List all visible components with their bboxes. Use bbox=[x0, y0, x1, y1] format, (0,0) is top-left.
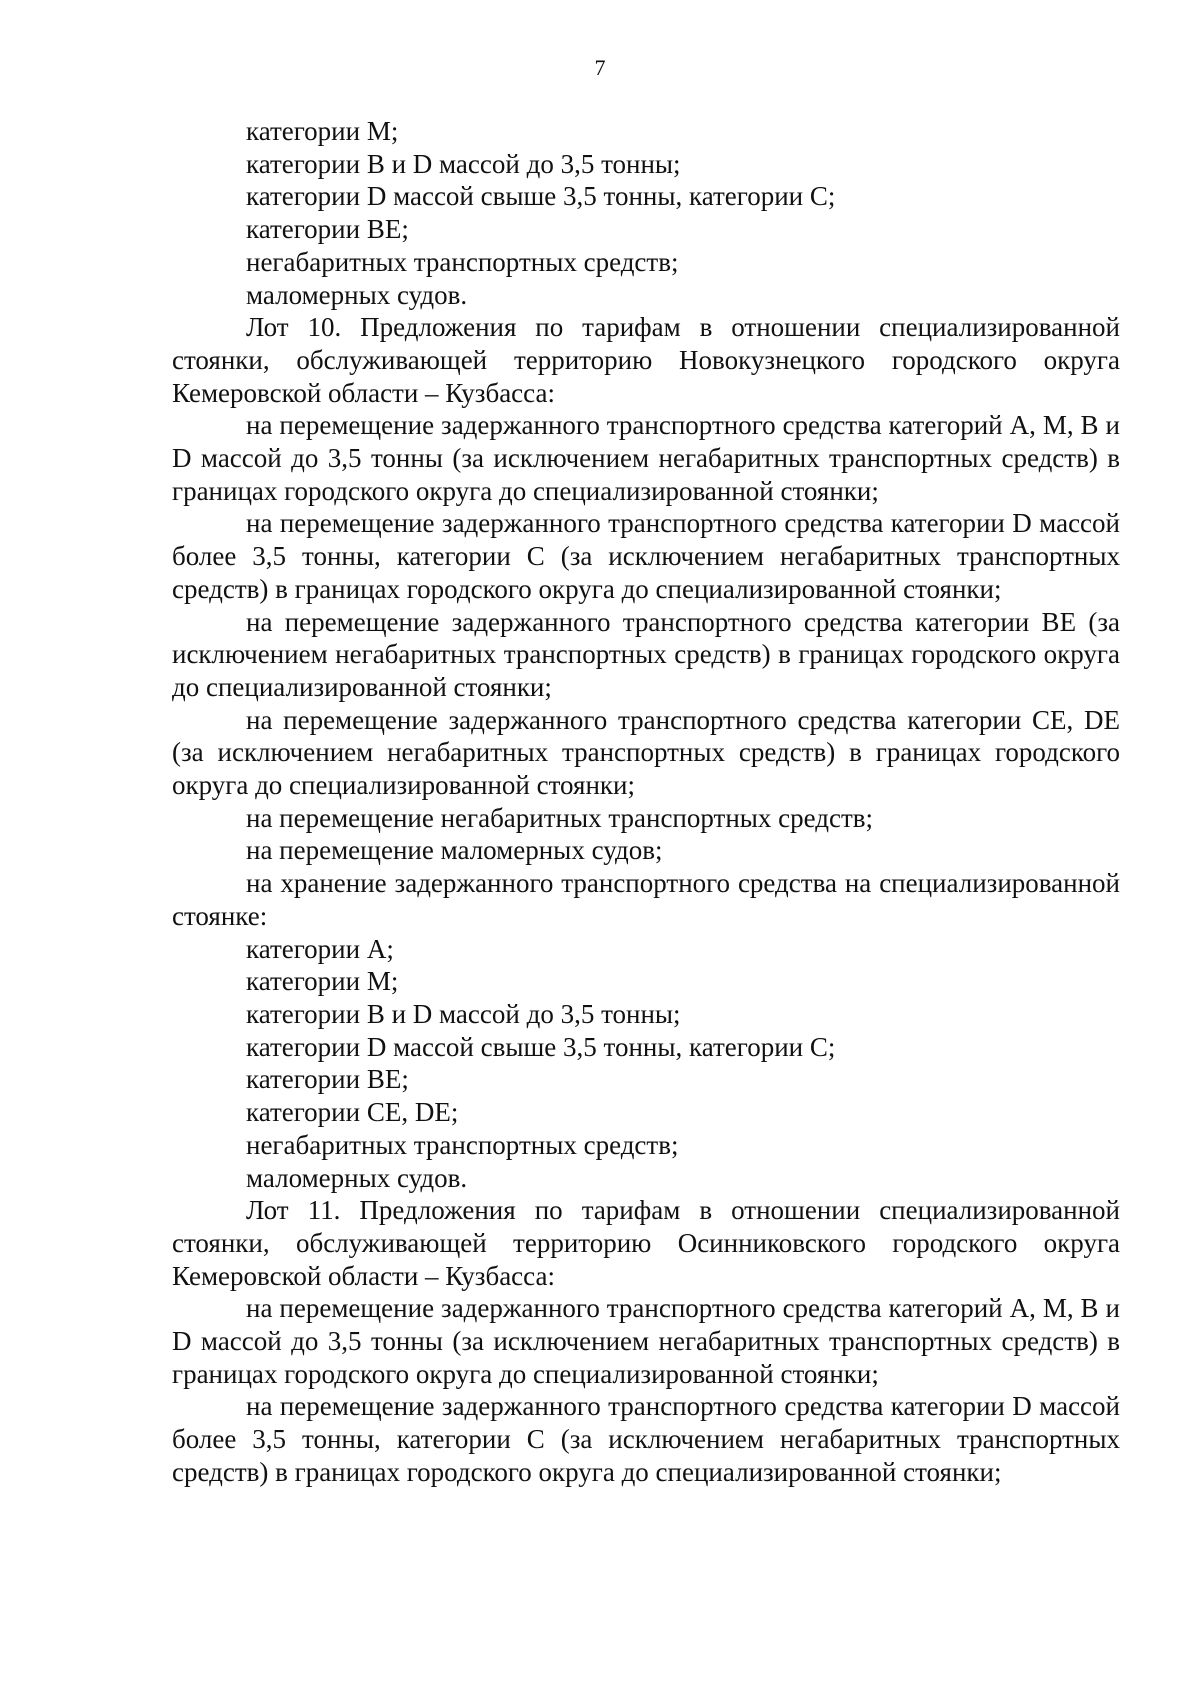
paragraph: негабаритных транспортных средств; bbox=[246, 1129, 679, 1160]
paragraph: на перемещение задержанного транспортного средства категорий А, М, В и D массой до 3,5 тонны (за исключением негабаритных транспортных средств) в границах городского округа до специализированной стоянки; bbox=[172, 1293, 1120, 1389]
paragraph: маломерных судов. bbox=[246, 1162, 468, 1193]
paragraph: категории М; bbox=[246, 116, 399, 146]
paragraph: на перемещение задержанного транспортного средства категорий А, М, В и D массой до 3,5 тонны (за исключением негабаритных транспортных средств) в границах городского округа до специализированной стоянки; bbox=[172, 410, 1120, 506]
paragraph: на перемещение маломерных судов; bbox=[246, 835, 663, 866]
paragraph: категории D массой свыше 3,5 тонны, категории С; bbox=[246, 1031, 836, 1062]
lot-heading-paragraph: Лот 10. Предложения по тарифам в отношении специализированной стоянки, обслуживающей территорию Новокузнецкого городского округа Кемеровской области – Кузбасса: bbox=[172, 312, 1120, 408]
paragraph: категории В и D массой до 3,5 тонны; bbox=[246, 148, 681, 179]
paragraph: на перемещение задержанного транспортного средства категории СЕ, DE (за исключением негабаритных транспортных средств) в границах городского округа до специализированной стоянки; bbox=[172, 704, 1120, 801]
paragraph: категории D массой свыше 3,5 тонны, категории С; bbox=[246, 181, 836, 212]
paragraph: на перемещение задержанного транспортного средства категории D массой более 3,5 тонны, категории С (за исключением негабаритных транспортных средств) в границах городского округа до специализированной стоянки; bbox=[172, 508, 1120, 604]
paragraph: маломерных судов. bbox=[246, 279, 468, 310]
page-number: 7 bbox=[594, 55, 606, 80]
paragraph: категории А; bbox=[246, 933, 394, 964]
paragraph: на перемещение задержанного транспортного средства категории ВЕ (за исключением негабаритных транспортных средств) в границах городского округа до специализированной стоянки; bbox=[172, 606, 1120, 702]
paragraph: на хранение задержанного транспортного средства на специализированной стоянке: bbox=[172, 868, 1120, 931]
paragraph: категории В и D массой до 3,5 тонны; bbox=[246, 998, 681, 1029]
document-body bbox=[172, 115, 1120, 1489]
lot-heading-paragraph: Лот 11. Предложения по тарифам в отношении специализированной стоянки, обслуживающей территорию Осинниковского городского округа Кемеровской области – Кузбасса: bbox=[172, 1195, 1120, 1291]
paragraph: категории ВЕ; bbox=[246, 1064, 409, 1095]
paragraph: категории СЕ, DE; bbox=[246, 1097, 459, 1128]
paragraph: на перемещение негабаритных транспортных средств; bbox=[246, 802, 874, 833]
paragraph: категории ВЕ; bbox=[246, 214, 409, 245]
paragraph: категории М; bbox=[246, 966, 399, 997]
paragraph: негабаритных транспортных средств; bbox=[246, 246, 679, 277]
paragraph: на перемещение задержанного транспортного средства категории D массой более 3,5 тонны, категории С (за исключением негабаритных транспортных средств) в границах городского округа до специализированной стоянки; bbox=[172, 1391, 1120, 1487]
